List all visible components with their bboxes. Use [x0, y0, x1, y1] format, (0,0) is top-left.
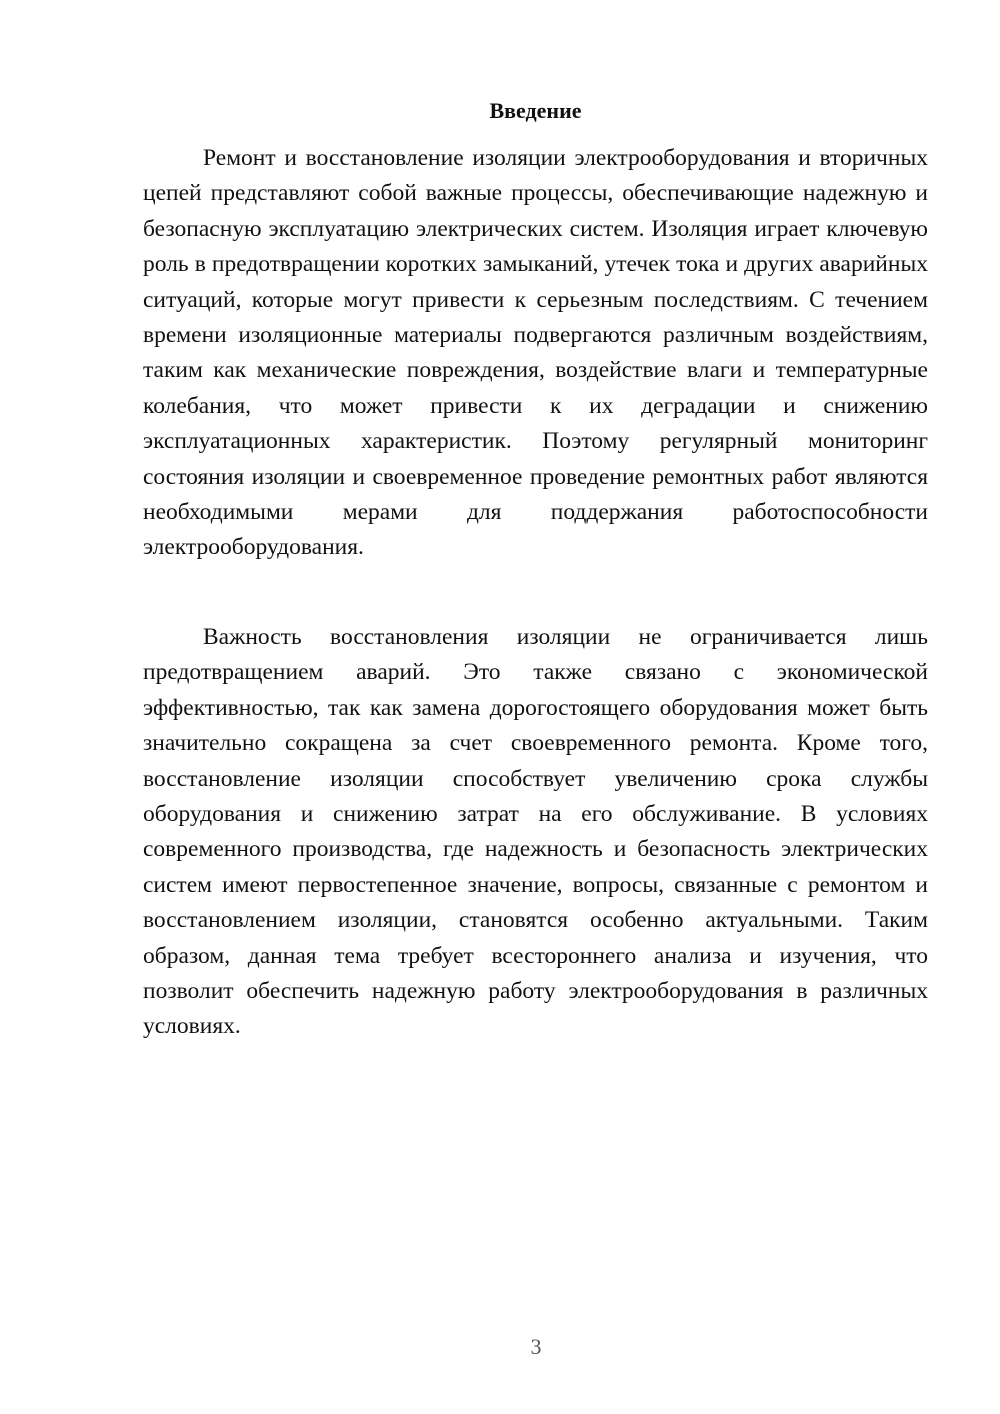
page-number: 3 — [530, 1334, 542, 1359]
paragraph-2 — [143, 620, 928, 1045]
paragraph-text: Ремонт и восстановление изоляции электрооборудования и вторичных цепей представляют собой важные процессы, обеспечивающие надежную и безопасную эксплуатацию электрических систем. Изоляция играет ключевую роль в предотвращении коротких замыканий, утечек тока и других аварийных ситуаций, которые могут привести к серьезным последствиям. С течением времени изоляционные материалы подвергаются различным воздействиям, таким как механические повреждения, воздействие влаги и температурные колебания, что может привести к их деградации и снижению эксплуатационных характеристик. Поэтому регулярный мониторинг состояния изоляции и своевременное проведение ремонтных работ являются необходимыми мерами для поддержания работоспособности электрооборудования. — [143, 145, 928, 561]
paragraph-text: Важность восстановления изоляции не ограничивается лишь предотвращением аварий. Это также связано с экономической эффективностью, так как замена дорогостоящего оборудования может быть значительно сокращена за счет своевременного ремонта. Кроме того, восстановление изоляции способствует увеличению срока службы оборудования и снижению затрат на его обслуживание. В условиях современного производства, где надежность и безопасность электрических систем имеют первостепенное значение, вопросы, связанные с ремонтом и восстановлением изоляции, становятся особенно актуальными. Таким образом, данная тема требует всестороннего анализа и изучения, что позволит обеспечить надежную работу электрооборудования в различных условиях. — [143, 624, 928, 1040]
section-heading: Введение — [489, 98, 582, 123]
paragraph-1 — [143, 141, 928, 566]
